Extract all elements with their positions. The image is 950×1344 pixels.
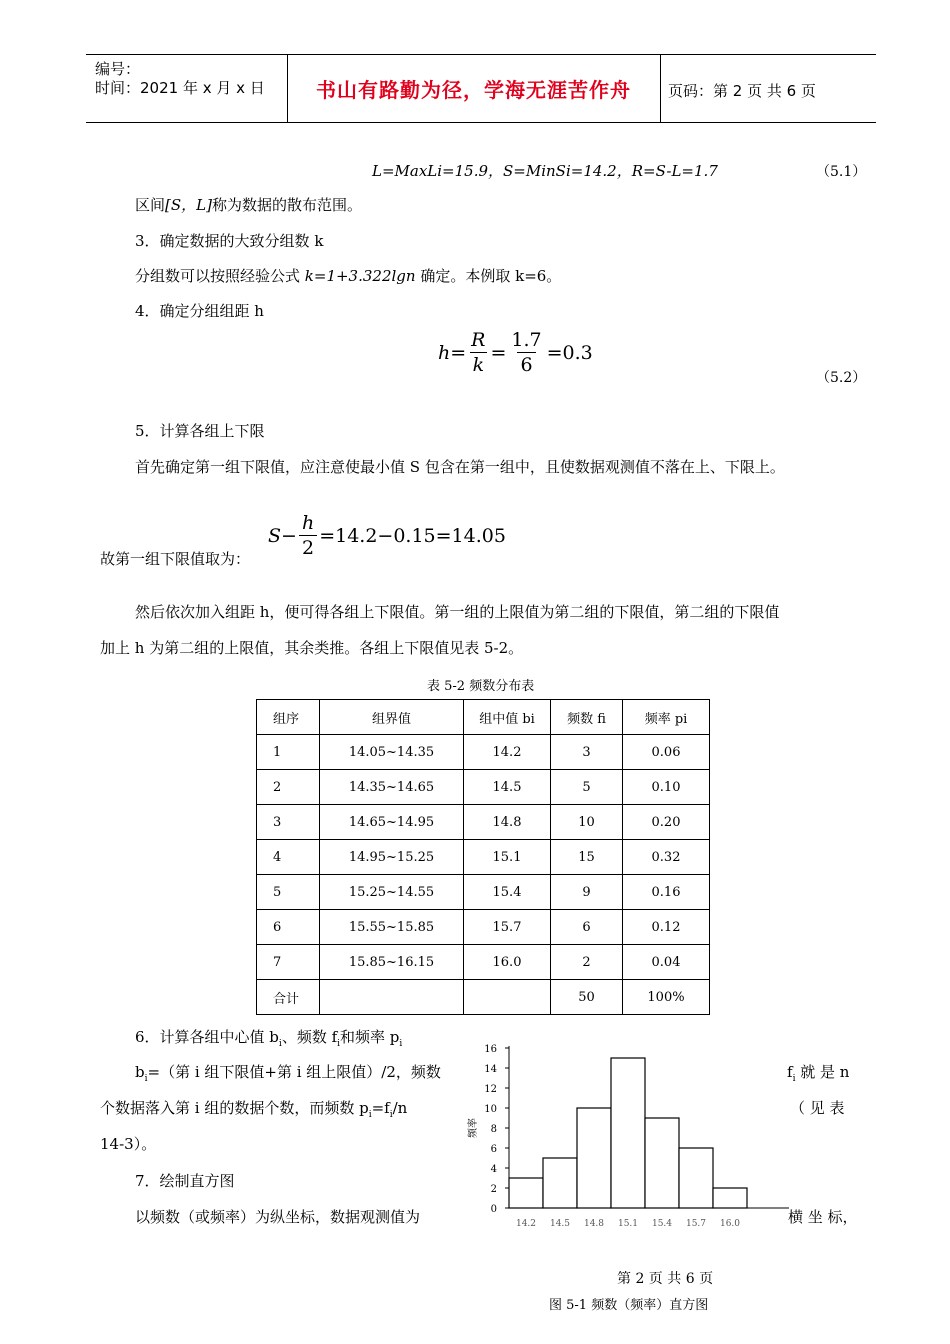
histogram-bar (679, 1148, 713, 1208)
step-3-prefix: 分组数可以按照经验公式 (135, 267, 305, 285)
bi-text-a: b (135, 1063, 145, 1081)
table-row (257, 840, 710, 875)
table-cell: 5 (257, 875, 320, 910)
step-6-sub-b: i (278, 1039, 282, 1049)
table-reference: 14-3）。 (100, 1135, 157, 1153)
frequency-table (256, 699, 710, 1015)
table-cell: 14.95~15.25 (320, 840, 464, 875)
table-cell: 14.8 (464, 805, 551, 840)
count-line (100, 1097, 407, 1120)
formula-5-1: L=MaxLi=15.9，S=MinSi=14.2，R=S-L=1.7 (372, 162, 718, 180)
eq52-den-2: 6 (517, 352, 535, 377)
lower-limit-label: 故第一组下限值取为： (100, 550, 251, 568)
table-cell: 14.2 (464, 735, 551, 770)
header-cell: 频数 fi (551, 700, 623, 735)
table-header-row (257, 700, 710, 735)
table-cell: 10 (551, 805, 623, 840)
step-6-text-b: 、频数 f (281, 1028, 338, 1046)
step-7-text-left: 以频数（或频率）为纵坐标，数据观测值为 (135, 1208, 421, 1226)
y-tick-label: 14 (484, 1064, 497, 1075)
histogram-bar (645, 1118, 679, 1208)
header-cell: 频率 pi (623, 700, 710, 735)
eq53-rhs: =14.2−0.15=14.05 (319, 524, 506, 547)
bi-text-b: =（第 i 组下限值+第 i 组上限值）/2，频数 (147, 1063, 441, 1081)
range-suffix: 称为数据的散布范围。 (211, 196, 362, 214)
x-tick-label: 14.8 (583, 1219, 605, 1229)
table-cell (320, 980, 464, 1015)
header-cell: 组界值 (320, 700, 464, 735)
y-axis-label: 频率 (468, 1118, 479, 1138)
x-tick-label: 16.0 (719, 1219, 741, 1229)
table-total-row (257, 980, 710, 1015)
fi-text-b: 就 是 n (795, 1063, 850, 1081)
paragraph-line-1: 然后依次加入组距 h，便可得各组上下限值。第一组的上限值为第二组的下限值，第二组的下限值 (135, 603, 780, 621)
range-sentence (135, 194, 362, 215)
table-cell: 0.32 (623, 840, 710, 875)
table-cell: 0.20 (623, 805, 710, 840)
table-row (257, 735, 710, 770)
figure-caption: 图 5-1 频数（频率）直方图 (549, 1298, 709, 1313)
step-6-text-c: 和频率 p (340, 1028, 400, 1046)
table-cell: 6 (257, 910, 320, 945)
step-7-heading: 7．绘制直方图 (135, 1172, 235, 1190)
table-cell: 16.0 (464, 945, 551, 980)
eq52-lhs: h (438, 341, 451, 364)
bi-definition-line (135, 1061, 441, 1084)
step-3-suffix: 确定。本例取 k=6。 (415, 267, 562, 285)
step-6-sub-f: i (337, 1039, 341, 1049)
table-cell: 0.04 (623, 945, 710, 980)
step-7-text-right: 横 坐 标， (788, 1208, 858, 1226)
step-3-formula: k=1+3.322lgn (304, 267, 416, 285)
count-text-a: 个数据落入第 i 组的数据个数，而频数 p (100, 1099, 369, 1117)
table-cell: 0.12 (623, 910, 710, 945)
table-cell: 14.65~14.95 (320, 805, 464, 840)
table-cell: 15.4 (464, 875, 551, 910)
table-cell: 2 (551, 945, 623, 980)
step-5-text: 首先确定第一组下限值，应注意使最小值 S 包含在第一组中，且使数据观测值不落在上、下限上。 (135, 458, 785, 476)
table-row (257, 770, 710, 805)
table-cell (464, 980, 551, 1015)
eq52-rhs: =0.3 (546, 341, 593, 364)
header-time: 时间：2021 年 x 月 x 日 (95, 79, 265, 97)
eq52-fraction-1 (468, 328, 488, 377)
header-motto: 书山有路勤为径，学海无涯苦作舟 (316, 77, 631, 102)
step-6-text-a: 6．计算各组中心值 b (135, 1028, 279, 1046)
x-tick-label: 14.2 (515, 1219, 537, 1229)
count-sub-p: i (368, 1110, 372, 1120)
eq52-equals-2: = (490, 341, 507, 364)
range-variable: [S，L] (165, 196, 212, 214)
table-cell: 3 (551, 735, 623, 770)
table-cell: 1 (257, 735, 320, 770)
y-tick-label: 0 (490, 1204, 497, 1215)
table-row (257, 805, 710, 840)
equation-number-5-2: （5.2） (816, 370, 867, 386)
table-cell: 15.85~16.15 (320, 945, 464, 980)
equation-5-2 (438, 328, 593, 377)
y-tick-label: 2 (490, 1184, 497, 1195)
histogram-bar (611, 1058, 645, 1208)
table-row (257, 875, 710, 910)
step-6-sub-p: i (399, 1039, 403, 1049)
step-4-heading: 4．确定分组组距 h (135, 302, 264, 320)
table-cell: 14.35~14.65 (320, 770, 464, 805)
bi-sub: i (144, 1074, 148, 1084)
eq52-num-1: R (471, 329, 486, 351)
eq53-den: 2 (299, 535, 317, 560)
eq52-fraction-2 (508, 328, 544, 377)
count-text-b: =f (371, 1099, 390, 1117)
fi-sub: i (792, 1074, 796, 1084)
step-6-heading (135, 1026, 402, 1049)
table-cell: 9 (551, 875, 623, 910)
header-divider-right (660, 54, 661, 122)
x-tick-label: 15.4 (651, 1219, 673, 1229)
histogram-bar (577, 1108, 611, 1208)
eq53-num: h (301, 512, 315, 534)
table-cell: 0.10 (623, 770, 710, 805)
header-cell: 组中值 bi (464, 700, 551, 735)
table-cell: 100% (623, 980, 710, 1015)
fi-text-a: f (787, 1063, 793, 1081)
count-sub-f: i (389, 1110, 393, 1120)
range-prefix: 区间 (135, 196, 166, 214)
table-cell: 15.7 (464, 910, 551, 945)
table-caption: 表 5-2 频数分布表 (427, 679, 535, 694)
step-5-heading: 5．计算各组上下限 (135, 422, 265, 440)
table-cell: 0.06 (623, 735, 710, 770)
eq52-num-2: 1.7 (511, 329, 542, 351)
table-row (257, 945, 710, 980)
table-cell: 5 (551, 770, 623, 805)
count-text-c: /n (392, 1099, 408, 1117)
count-line-right: （ 见 表 (790, 1099, 845, 1117)
table-cell: 15.1 (464, 840, 551, 875)
y-tick-label: 12 (484, 1084, 497, 1095)
footer-page-number: 第 2 页 共 6 页 (617, 1271, 714, 1287)
y-tick-label: 8 (490, 1124, 497, 1135)
y-tick-label: 4 (490, 1164, 497, 1175)
table-cell: 2 (257, 770, 320, 805)
y-tick-label: 10 (484, 1104, 497, 1115)
eq53-fraction (299, 511, 317, 560)
table-cell: 合计 (257, 980, 320, 1015)
header-cell: 组序 (257, 700, 320, 735)
header-bottom-rule (86, 122, 876, 123)
x-tick-label: 15.7 (685, 1219, 707, 1229)
histogram-bar (713, 1188, 747, 1208)
table-cell: 15.55~15.85 (320, 910, 464, 945)
table-cell: 3 (257, 805, 320, 840)
x-tick-label: 15.1 (617, 1219, 639, 1229)
table-row (257, 910, 710, 945)
table-cell: 50 (551, 980, 623, 1015)
paragraph-line-2: 加上 h 为第二组的上限值，其余类推。各组上下限值见表 5-2。 (100, 639, 524, 657)
eq52-den-1: k (470, 352, 488, 377)
step-3-heading: 3．确定数据的大致分组数 k (135, 232, 324, 250)
table-cell: 4 (257, 840, 320, 875)
y-tick-label: 6 (490, 1144, 497, 1155)
histogram-chart (460, 1038, 790, 1238)
table-cell: 6 (551, 910, 623, 945)
eq53-lhs: S− (268, 524, 297, 547)
header-serial: 编号： (95, 60, 141, 78)
equation-number-5-1: （5.1） (816, 164, 867, 180)
table-cell: 15.25~14.55 (320, 875, 464, 910)
x-tick-label: 14.5 (549, 1219, 571, 1229)
table-cell: 14.5 (464, 770, 551, 805)
histogram-bar (509, 1178, 543, 1208)
table-cell: 7 (257, 945, 320, 980)
step-3-text (135, 265, 561, 286)
eq52-equals-1: = (450, 341, 467, 364)
fi-definition-right (787, 1061, 849, 1084)
table-cell: 15 (551, 840, 623, 875)
header-page-number: 页码：第 2 页 共 6 页 (668, 82, 816, 100)
equation-lower-limit (268, 511, 506, 560)
y-tick-label: 16 (484, 1044, 497, 1055)
table-cell: 14.05~14.35 (320, 735, 464, 770)
histogram-bar (543, 1158, 577, 1208)
table-cell: 0.16 (623, 875, 710, 910)
